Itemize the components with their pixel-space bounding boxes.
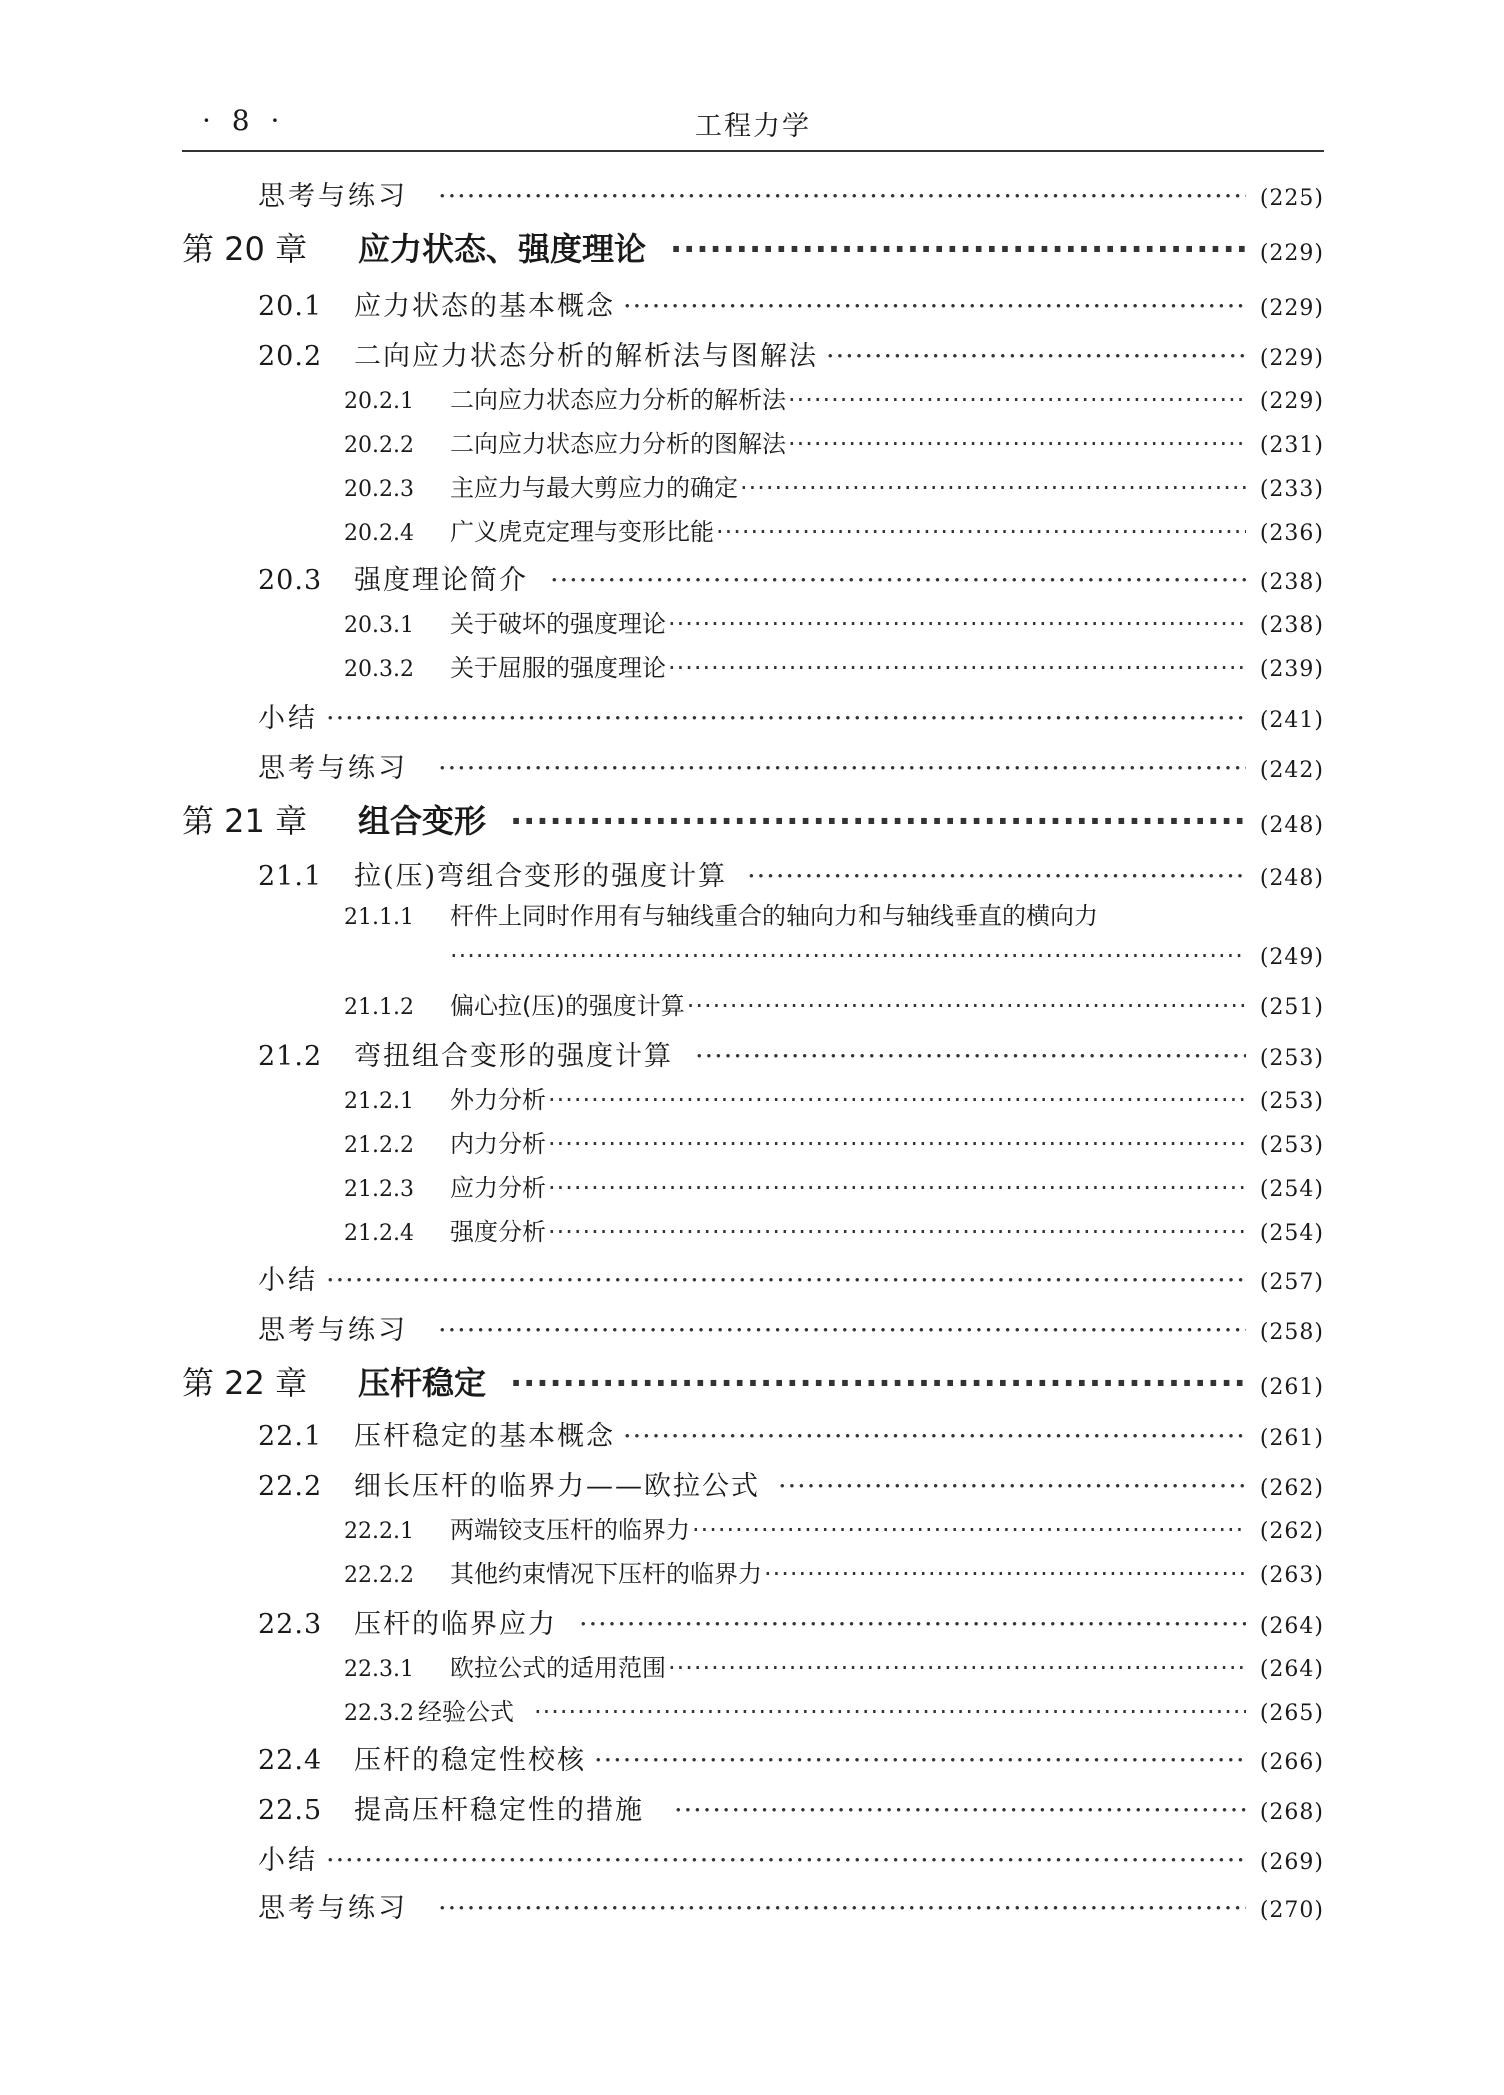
toc-section-21-2[interactable] — [258, 1034, 1324, 1073]
dot-leader — [594, 1745, 1246, 1776]
dot-leader — [438, 753, 1246, 784]
toc-entry-page: (258) — [1259, 1320, 1324, 1345]
dot-leader — [764, 1560, 1246, 1588]
toc-entry-summary[interactable] — [258, 1258, 1324, 1297]
toc-entry-page: (254) — [1259, 1221, 1324, 1246]
subsection-title: 外力分析 — [450, 1086, 546, 1114]
toc-section-20-1[interactable] — [258, 284, 1324, 323]
dot-leader — [510, 1364, 1246, 1402]
toc-entry-page: (262) — [1259, 1476, 1324, 1501]
dot-leader — [438, 1315, 1246, 1346]
chapter-number: 第 20 章 — [182, 230, 308, 268]
subsection-number: 21.2.1 — [344, 1089, 414, 1114]
toc-subsection-21-2-1[interactable] — [344, 1080, 1324, 1115]
dot-leader — [548, 1218, 1246, 1246]
toc-entry-title: 思考与练习 — [258, 1893, 408, 1924]
dot-leader — [548, 1174, 1246, 1202]
subsection-title: 杆件上同时作用有与轴线重合的轴向力和与轴线垂直的横向力 — [450, 902, 1098, 930]
toc-entry-page: (238) — [1259, 570, 1324, 595]
toc-section-22-5[interactable] — [258, 1788, 1324, 1827]
toc-entry-page: (233) — [1259, 477, 1324, 502]
subsection-number: 20.3.2 — [344, 657, 414, 682]
toc-entry-exercises[interactable] — [258, 1308, 1324, 1347]
subsection-title: 二向应力状态应力分析的解析法 — [450, 386, 786, 414]
toc-chapter-20[interactable] — [182, 224, 1324, 270]
toc-entry-page: (262) — [1259, 1519, 1324, 1544]
toc-subsection-21-1-1-heading[interactable] — [344, 896, 1098, 931]
toc-subsection-20-2-3[interactable] — [344, 468, 1324, 503]
toc-subsection-22-3-2[interactable] — [344, 1692, 1324, 1727]
subsection-title: 强度分析 — [450, 1218, 546, 1246]
section-number: 22.1 — [258, 1421, 323, 1452]
toc-section-20-2[interactable] — [258, 334, 1324, 373]
toc-entry-page: (229) — [1259, 296, 1324, 321]
toc-chapter-21[interactable] — [182, 796, 1324, 842]
toc-entry-page: (251) — [1259, 995, 1324, 1020]
toc-section-20-3[interactable] — [258, 558, 1324, 597]
subsection-number: 21.1.1 — [344, 905, 414, 930]
toc-entry-page: (253) — [1259, 1089, 1324, 1114]
toc-subsection-20-3-1[interactable] — [344, 604, 1324, 639]
toc-entry-exercises[interactable] — [258, 746, 1324, 785]
subsection-number: 20.2.4 — [344, 521, 414, 546]
subsection-number: 20.2.3 — [344, 477, 414, 502]
toc-entry-page: (239) — [1259, 657, 1324, 682]
toc-entry-page: (253) — [1259, 1133, 1324, 1158]
dot-leader — [674, 1795, 1246, 1826]
toc-entry-page: (254) — [1259, 1177, 1324, 1202]
subsection-number: 22.3.1 — [344, 1657, 414, 1682]
dot-leader — [438, 1893, 1246, 1924]
subsection-title: 欧拉公式的适用范围 — [450, 1654, 666, 1682]
dot-leader — [687, 992, 1246, 1020]
toc-entry-page: (264) — [1259, 1614, 1324, 1639]
subsection-title: 主应力与最大剪应力的确定 — [450, 474, 738, 502]
section-title: 应力状态的基本概念 — [354, 291, 615, 322]
toc-entry-page: (270) — [1259, 1898, 1324, 1923]
chapter-title: 应力状态、强度理论 — [358, 230, 647, 268]
dot-leader — [826, 341, 1246, 372]
toc-subsection-21-2-2[interactable] — [344, 1124, 1324, 1159]
toc-section-21-1[interactable] — [258, 854, 1324, 893]
section-title: 弯扭组合变形的强度计算 — [354, 1041, 673, 1072]
toc-entry-page: (265) — [1259, 1701, 1324, 1726]
dot-leader — [450, 942, 1246, 970]
toc-subsection-22-2-1[interactable] — [344, 1510, 1324, 1545]
section-title: 提高压杆稳定性的措施 — [354, 1795, 644, 1826]
chapter-number: 第 22 章 — [182, 1364, 308, 1402]
subsection-number: 22.2.2 — [344, 1563, 414, 1588]
dot-leader — [692, 1516, 1246, 1544]
toc-section-22-1[interactable] — [258, 1414, 1324, 1453]
toc-subsection-21-2-3[interactable] — [344, 1168, 1324, 1203]
toc-section-22-3[interactable] — [258, 1602, 1324, 1641]
toc-section-22-4[interactable] — [258, 1738, 1324, 1777]
toc-entry-page: (261) — [1259, 1426, 1324, 1451]
section-number: 22.5 — [258, 1795, 323, 1826]
section-title: 细长压杆的临界力——欧拉公式 — [354, 1471, 760, 1502]
subsection-number: 20.2.2 — [344, 433, 414, 458]
toc-subsection-21-1-1[interactable] — [450, 942, 1324, 970]
toc-entry-title: 小结 — [258, 703, 318, 734]
toc-entry-page: (229) — [1259, 241, 1324, 266]
subsection-title: 关于破坏的强度理论 — [450, 610, 666, 638]
section-title: 压杆稳定的基本概念 — [354, 1421, 615, 1452]
toc-entry-summary[interactable] — [258, 1838, 1324, 1877]
dot-leader — [788, 386, 1246, 414]
toc-entry-exercises[interactable] — [258, 1886, 1324, 1925]
toc-entry-exercises[interactable] — [258, 174, 1324, 213]
toc-section-22-2[interactable] — [258, 1464, 1324, 1503]
section-title: 拉(压)弯组合变形的强度计算 — [354, 861, 728, 892]
toc-entry-title: 思考与练习 — [258, 753, 408, 784]
subsection-title: 关于屈服的强度理论 — [450, 654, 666, 682]
toc-subsection-20-3-2[interactable] — [344, 648, 1324, 683]
page-number: · 8 · — [202, 104, 286, 137]
toc-entry-page: (263) — [1259, 1563, 1324, 1588]
toc-entry-page: (229) — [1259, 346, 1324, 371]
subsection-number: 21.2.3 — [344, 1177, 414, 1202]
dot-leader — [623, 1421, 1246, 1452]
subsection-number: 22.3.2 — [344, 1701, 414, 1726]
subsection-title: 二向应力状态应力分析的图解法 — [450, 430, 786, 458]
dot-leader — [740, 474, 1246, 502]
dot-leader — [579, 1609, 1246, 1640]
toc-entry-page: (253) — [1259, 1046, 1324, 1071]
toc-entry-page: (261) — [1259, 1375, 1324, 1400]
toc-entry-page: (248) — [1259, 813, 1324, 838]
toc-entry-page: (249) — [1259, 945, 1324, 970]
toc-entry-page: (241) — [1259, 708, 1324, 733]
page-header — [182, 100, 1324, 152]
section-number: 20.1 — [258, 291, 323, 322]
toc-subsection-20-2-4[interactable] — [344, 512, 1324, 547]
subsection-title: 两端铰支压杆的临界力 — [450, 1516, 690, 1544]
section-number: 21.1 — [258, 861, 323, 892]
dot-leader — [326, 703, 1246, 734]
section-title: 二向应力状态分析的解析法与图解法 — [354, 341, 818, 372]
toc-entry-summary[interactable] — [258, 696, 1324, 735]
toc-entry-page: (269) — [1259, 1850, 1324, 1875]
section-number: 22.3 — [258, 1609, 323, 1640]
dot-leader — [668, 1654, 1246, 1682]
dot-leader — [788, 430, 1246, 458]
toc-entry-page: (236) — [1259, 521, 1324, 546]
section-number: 20.2 — [258, 341, 323, 372]
toc-entry-page: (268) — [1259, 1800, 1324, 1825]
chapter-title: 组合变形 — [358, 802, 487, 840]
section-number: 22.2 — [258, 1471, 323, 1502]
toc-entry-page: (248) — [1259, 866, 1324, 891]
dot-leader — [668, 654, 1246, 682]
section-number: 20.3 — [258, 565, 323, 596]
toc-entry-page: (229) — [1259, 389, 1324, 414]
toc-entry-title: 思考与练习 — [258, 181, 408, 212]
subsection-title: 应力分析 — [450, 1174, 546, 1202]
dot-leader — [326, 1845, 1246, 1876]
toc-entry-page: (266) — [1259, 1750, 1324, 1775]
toc-subsection-21-2-4[interactable] — [344, 1212, 1324, 1247]
toc-entry-title: 思考与练习 — [258, 1315, 408, 1346]
subsection-title: 其他约束情况下压杆的临界力 — [450, 1560, 762, 1588]
dot-leader — [510, 802, 1246, 840]
subsection-title: 偏心拉(压)的强度计算 — [450, 992, 685, 1020]
chapter-number: 第 21 章 — [182, 802, 308, 840]
subsection-number: 21.2.2 — [344, 1133, 414, 1158]
toc-entry-page: (257) — [1259, 1270, 1324, 1295]
section-number: 21.2 — [258, 1041, 323, 1072]
toc-subsection-22-3-1[interactable] — [344, 1648, 1324, 1683]
subsection-number: 22.2.1 — [344, 1519, 414, 1544]
dot-leader — [550, 565, 1246, 596]
dot-leader — [548, 1130, 1246, 1158]
dot-leader — [695, 1041, 1246, 1072]
subsection-number: 21.1.2 — [344, 995, 414, 1020]
section-number: 22.4 — [258, 1745, 323, 1776]
dot-leader — [438, 181, 1246, 212]
toc-entry-page: (225) — [1259, 186, 1324, 211]
subsection-title: 内力分析 — [450, 1130, 546, 1158]
section-title: 压杆的临界应力 — [354, 1609, 557, 1640]
subsection-number: 20.2.1 — [344, 389, 414, 414]
chapter-title: 压杆稳定 — [358, 1364, 487, 1402]
toc-subsection-21-1-2[interactable] — [344, 986, 1324, 1021]
subsection-title: 广义虎克定理与变形比能 — [450, 518, 714, 546]
toc-entry-page: (264) — [1259, 1657, 1324, 1682]
dot-leader — [747, 861, 1246, 892]
subsection-number: 21.2.4 — [344, 1221, 414, 1246]
toc-entry-title: 小结 — [258, 1845, 318, 1876]
toc-subsection-22-2-2[interactable] — [344, 1554, 1324, 1589]
dot-leader — [326, 1265, 1246, 1296]
subsection-title: 经验公式 — [417, 1698, 514, 1726]
book-title: 工程力学 — [695, 111, 811, 142]
subsection-number: 20.3.1 — [344, 613, 414, 638]
section-title: 强度理论简介 — [354, 565, 528, 596]
toc-chapter-22[interactable] — [182, 1358, 1324, 1404]
dot-leader — [548, 1086, 1246, 1114]
toc-entry-page: (238) — [1259, 613, 1324, 638]
dot-leader — [534, 1698, 1246, 1726]
toc-entry-page: (242) — [1259, 758, 1324, 783]
dot-leader — [668, 610, 1246, 638]
toc-entry-title: 小结 — [258, 1265, 318, 1296]
dot-leader — [623, 291, 1246, 322]
dot-leader — [670, 230, 1246, 268]
toc-entry-page: (231) — [1259, 433, 1324, 458]
toc-subsection-20-2-2[interactable] — [344, 424, 1324, 459]
toc-subsection-20-2-1[interactable] — [344, 380, 1324, 415]
dot-leader — [778, 1471, 1246, 1502]
dot-leader — [716, 518, 1246, 546]
section-title: 压杆的稳定性校核 — [354, 1745, 586, 1776]
